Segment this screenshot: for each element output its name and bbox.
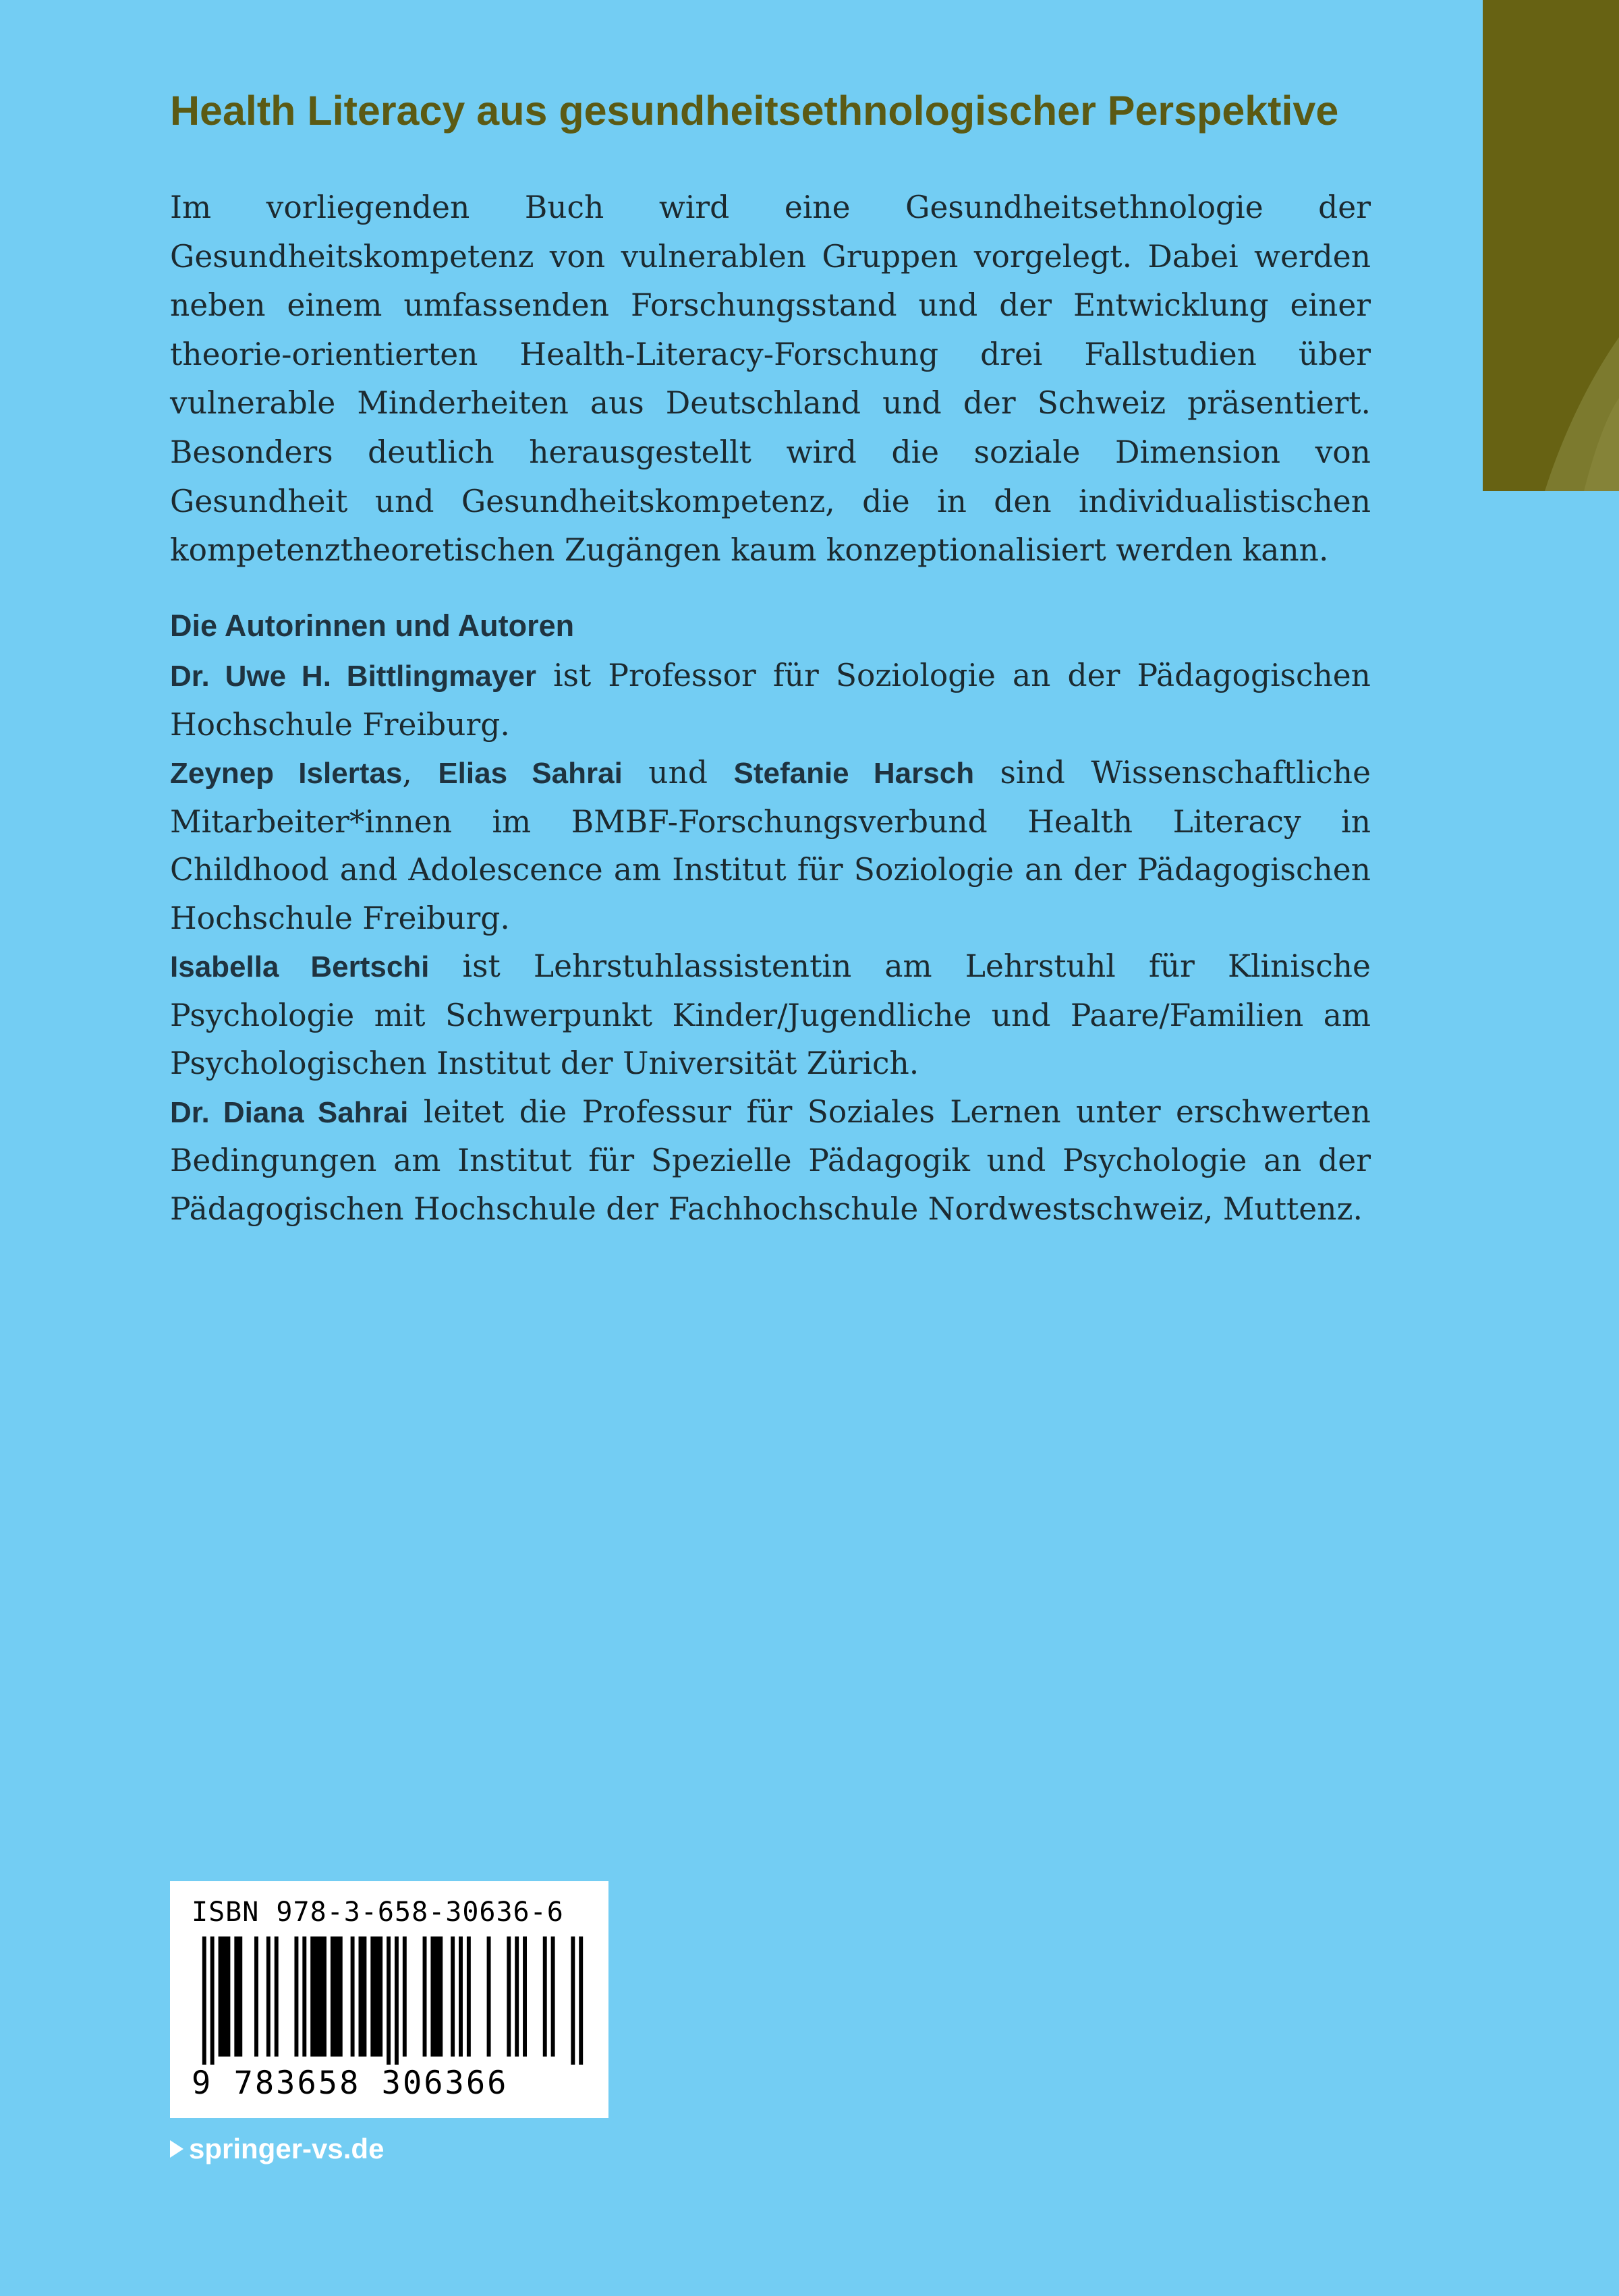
author-bio bbox=[170, 749, 1371, 942]
barcode-bar bbox=[310, 1936, 326, 2057]
author-name: Stefanie Harsch bbox=[733, 757, 975, 790]
author-name: Zeynep Islertas bbox=[170, 757, 403, 790]
name-separator: , bbox=[402, 755, 438, 791]
barcode-bar bbox=[331, 1936, 343, 2057]
barcode-bar bbox=[202, 1936, 206, 2065]
barcode-bar bbox=[395, 1936, 399, 2065]
book-abstract: Im vorliegenden Buch wird eine Gesundheitsethnologie der Gesundheitskompetenz von vulnerablen Gruppen vorgelegt. Dabei werden neben einem umfassenden Forschungsstand und der Entwicklung einer theorie-orientierten Health-Literacy-Forschung drei Fallstudien über vulnerable Minderheiten aus Deutschland und der Schweiz präsentiert. Besonders deutlich herausgestellt wird die soziale Dimension von Gesundheit und Gesundheitskompetenz, die in den individualistischen kompetenztheoretischen Zugängen kaum konzeptionalisiert werden kann. bbox=[170, 190, 1371, 569]
barcode-bar bbox=[294, 1936, 298, 2057]
publisher-link[interactable] bbox=[170, 2130, 384, 2168]
publisher-url: springer-vs.de bbox=[189, 2133, 385, 2164]
barcode-digits: 9 783658 306366 bbox=[192, 2065, 509, 2102]
barcode-bar bbox=[523, 1936, 527, 2057]
name-separator: und bbox=[622, 755, 734, 791]
author-bio bbox=[170, 1088, 1371, 1234]
book-title: Health Literacy aus gesundheitsethnologischer Perspektive bbox=[170, 88, 1339, 134]
author-bio-text: ist Professor für Soziologie an der Pädagogischen Hochschule Freiburg. bbox=[170, 658, 1371, 743]
barcode-graphic bbox=[190, 1936, 595, 2065]
barcode-bar bbox=[234, 1936, 242, 2057]
barcode-bar bbox=[359, 1936, 367, 2057]
barcode-bar bbox=[487, 1936, 491, 2057]
barcode-bar bbox=[579, 1936, 583, 2065]
author-bio-text: ist Lehrstuhlassistentin am Lehrstuhl für Klinische Psychologie mit Schwerpunkt Kinder/Jugendliche und Paare/Familien am Psychologischen Institut der Universität Zürich. bbox=[170, 948, 1371, 1081]
author-bio-text: sind Wissenschaftliche Mitarbeiter*innen im BMBF-Forschungsverbund Health Literacy in Childhood and Adolescence am Institut für Soziologie an der Pädagogischen Hochschule Freiburg. bbox=[170, 755, 1371, 936]
barcode-bar bbox=[543, 1936, 547, 2057]
barcode-bar bbox=[387, 1936, 391, 2065]
barcode-bar bbox=[515, 1936, 519, 2057]
barcode-bar bbox=[507, 1936, 511, 2057]
barcode-bar bbox=[551, 1936, 555, 2057]
barcode-bar bbox=[219, 1936, 231, 2057]
barcode-bar bbox=[451, 1936, 455, 2057]
barcode-bar bbox=[210, 1936, 215, 2065]
corner-decoration bbox=[1483, 0, 1619, 491]
barcode-bar bbox=[275, 1936, 279, 2057]
triangle-right-icon bbox=[170, 2140, 183, 2158]
author-bio bbox=[170, 652, 1371, 749]
author-name: Elias Sahrai bbox=[438, 757, 623, 790]
author-name: Isabella Bertschi bbox=[170, 950, 430, 983]
barcode-bar bbox=[430, 1936, 443, 2057]
barcode-bar bbox=[423, 1936, 427, 2057]
author-bios bbox=[170, 652, 1371, 1233]
barcode-bar bbox=[459, 1936, 463, 2057]
barcode-bar bbox=[370, 1936, 382, 2057]
barcode-bar bbox=[302, 1936, 306, 2057]
authors-heading: Die Autorinnen und Autoren bbox=[170, 608, 575, 643]
author-name: Dr. Diana Sahrai bbox=[170, 1095, 409, 1129]
barcode-bar bbox=[254, 1936, 258, 2057]
barcode-bar bbox=[351, 1936, 355, 2057]
barcode-bar bbox=[266, 1936, 271, 2057]
barcode-bar bbox=[571, 1936, 575, 2065]
author-bio-text: leitet die Professur für Soziales Lernen unter erschwerten Bedingungen am Institut für Spezielle Pädagogik und Psychologie an der Pädagogischen Hochschule der Fachhochschule Nordwestschweiz, Muttenz. bbox=[170, 1093, 1371, 1227]
barcode-bar bbox=[403, 1936, 407, 2057]
isbn-barcode-box bbox=[170, 1881, 608, 2118]
barcode-bar bbox=[467, 1936, 471, 2057]
corner-curve-graphic bbox=[1483, 0, 1619, 491]
author-name: Dr. Uwe H. Bittlingmayer bbox=[170, 660, 536, 693]
isbn-label: ISBN 978-3-658-30636-6 bbox=[192, 1897, 564, 1928]
author-bio bbox=[170, 942, 1371, 1088]
